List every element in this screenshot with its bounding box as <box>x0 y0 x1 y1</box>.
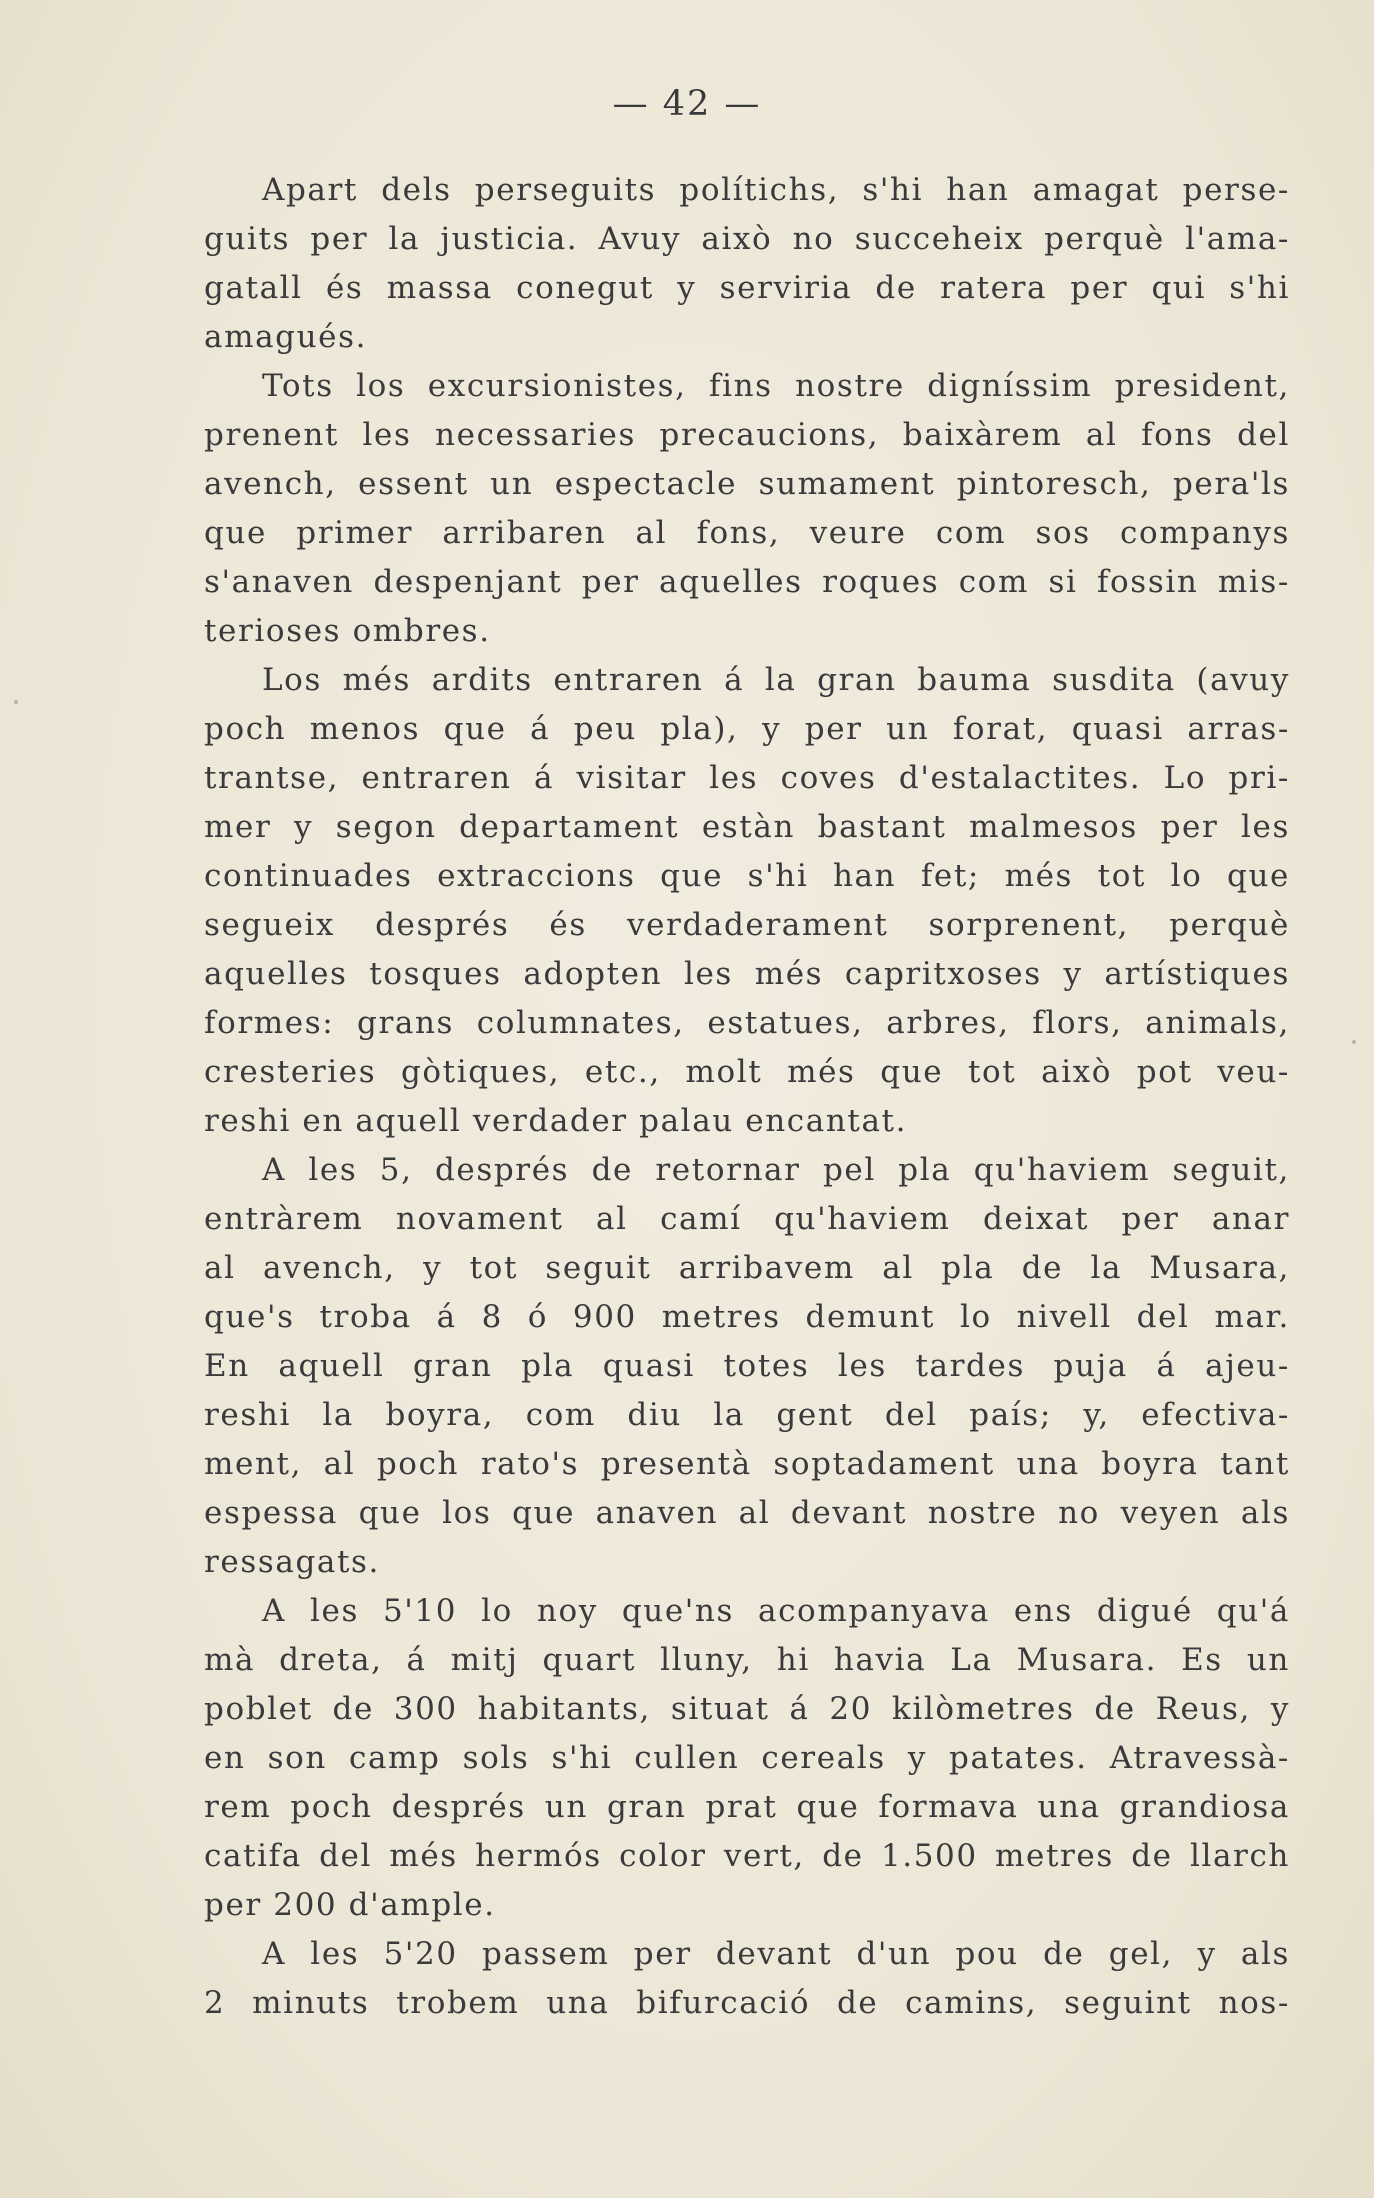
text-line: Tots los excursionistes, fins nostre digníssim president, <box>262 368 1290 404</box>
text-line: al avench, y tot seguit arribavem al pla de la Musara, <box>204 1250 1290 1286</box>
text-line: ressagats. <box>204 1544 381 1580</box>
text-line: espessa que los que anaven al devant nostre no veyen als <box>204 1495 1290 1531</box>
text-line: que's troba á 8 ó 900 metres demunt lo nivell del mar. <box>204 1299 1290 1335</box>
text-line: Los més ardits entraren á la gran bauma susdita (avuy <box>262 662 1290 698</box>
text-line: per 200 d'ample. <box>204 1887 496 1923</box>
text-line: En aquell gran pla quasi totes les tardes puja á ajeu- <box>204 1348 1290 1384</box>
text-line: guits per la justicia. Avuy això no succeheix perquè l'ama- <box>204 221 1290 257</box>
margin-speck <box>14 700 18 704</box>
text-line: trantse, entraren á visitar les coves d'estalactites. Lo pri- <box>204 760 1290 796</box>
body-text <box>204 166 1290 2028</box>
margin-speck <box>1352 1040 1356 1044</box>
text-line: reshi la boyra, com diu la gent del país; y, efectiva- <box>204 1397 1290 1433</box>
text-line: entràrem novament al camí qu'haviem deixat per anar <box>204 1201 1290 1237</box>
text-line: mer y segon departament estàn bastant malmesos per les <box>204 809 1290 845</box>
text-line: A les 5, després de retornar pel pla qu'haviem seguit, <box>262 1152 1290 1188</box>
text-line: continuades extraccions que s'hi han fet; més tot lo que <box>204 858 1290 894</box>
text-line: segueix després és verdaderament sorprenent, perquè <box>204 907 1290 943</box>
text-line: rem poch després un gran prat que formava una grandiosa <box>204 1789 1290 1825</box>
text-line: prenent les necessaries precaucions, baixàrem al fons del <box>204 417 1290 453</box>
text-line: Apart dels perseguits polítichs, s'hi han amagat perse- <box>262 172 1290 208</box>
text-line: cresteries gòtiques, etc., molt més que tot això pot veu- <box>204 1054 1290 1090</box>
text-line: gatall és massa conegut y serviria de ratera per qui s'hi <box>204 270 1290 306</box>
text-line: formes: grans columnates, estatues, arbres, flors, animals, <box>204 1005 1290 1041</box>
text-line: reshi en aquell verdader palau encantat. <box>204 1103 908 1139</box>
text-line: A les 5'20 passem per devant d'un pou de gel, y als <box>262 1936 1290 1972</box>
text-line: poblet de 300 habitants, situat á 20 kilòmetres de Reus, y <box>204 1691 1290 1727</box>
text-line: amagués. <box>204 319 368 355</box>
text-line: terioses ombres. <box>204 613 491 649</box>
text-line: poch menos que á peu pla), y per un forat, quasi arras- <box>204 711 1290 747</box>
text-line: A les 5'10 lo noy que'ns acompanyava ens digué qu'á <box>262 1593 1290 1629</box>
text-line: ment, al poch rato's presentà soptadament una boyra tant <box>204 1446 1290 1482</box>
text-line: que primer arribaren al fons, veure com sos companys <box>204 515 1290 551</box>
text-line: avench, essent un espectacle sumament pintoresch, pera'ls <box>204 466 1290 502</box>
text-line: catifa del més hermós color vert, de 1.500 metres de llarch <box>204 1838 1290 1874</box>
page-number: — 42 — <box>612 84 762 124</box>
text-line: 2 minuts trobem una bifurcació de camins, seguint nos- <box>204 1985 1290 2021</box>
text-line: aquelles tosques adopten les més capritxoses y artístiques <box>204 956 1290 992</box>
text-line: en son camp sols s'hi cullen cereals y patates. Atravessà- <box>204 1740 1290 1776</box>
text-line: mà dreta, á mitj quart lluny, hi havia La Musara. Es un <box>204 1642 1290 1678</box>
text-line: s'anaven despenjant per aquelles roques com si fossin mis- <box>204 564 1290 600</box>
